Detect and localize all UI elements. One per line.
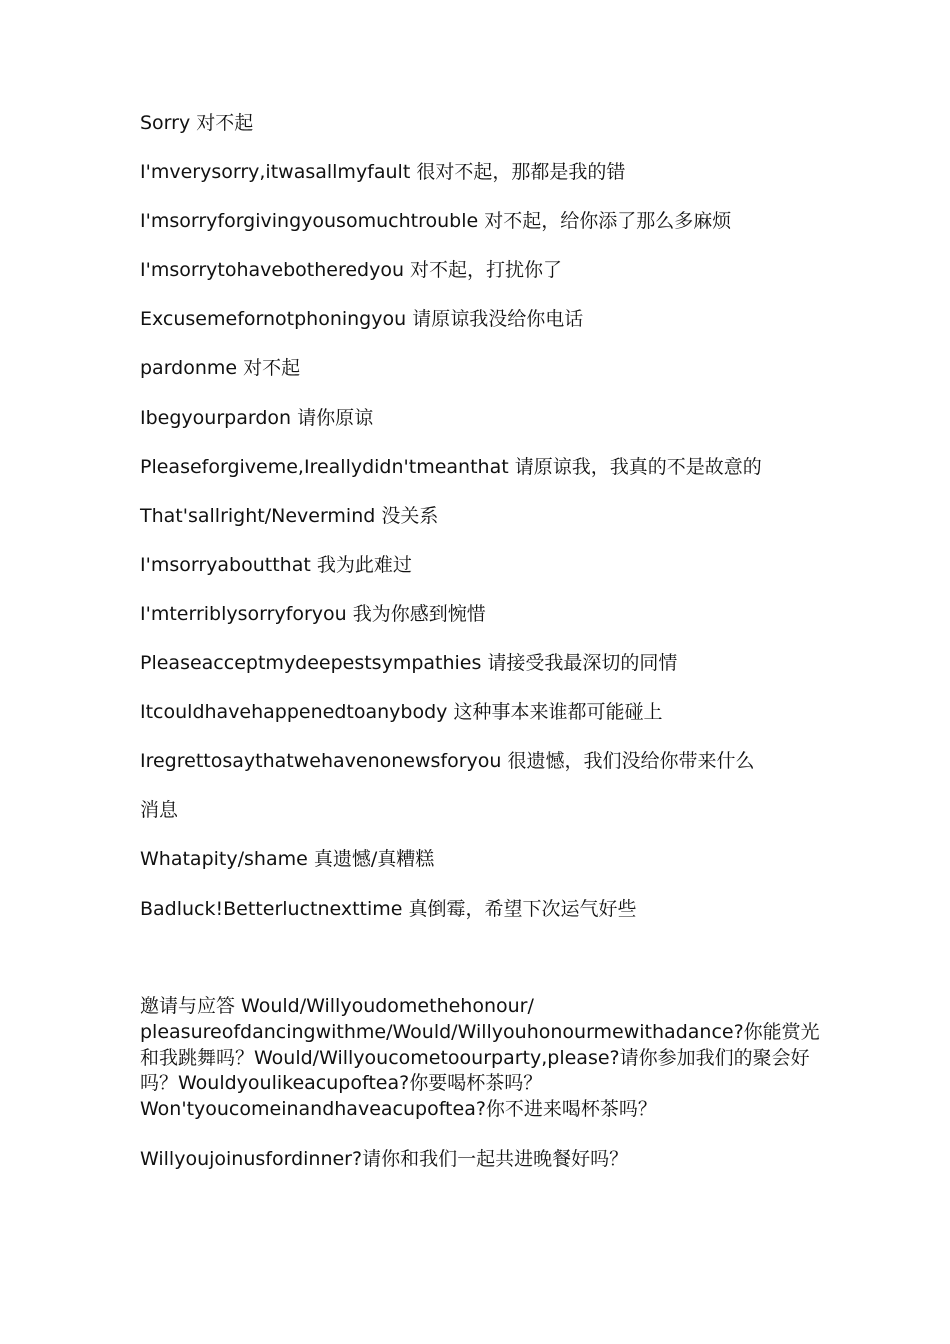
phrase-line: I'mverysorry,itwasallmyfault 很对不起，那都是我的错	[140, 161, 626, 184]
phrase-line: Badluck!Betterluctnexttime 真倒霉，希望下次运气好些	[140, 897, 637, 920]
phrase-line: I'msorrytohavebotheredyou 对不起，打扰你了	[140, 259, 563, 282]
phrase-line: Itcouldhavehappenedtoanybody 这种事本来谁都可能碰上	[140, 701, 663, 724]
phrase-list	[140, 110, 820, 945]
phrase-line: Pleaseforgiveme,Ireallydidn'tmeanthat 请原谅我，我真的不是故意的	[140, 455, 762, 478]
phrase-line: I'msorryforgivingyousomuchtrouble 对不起，给你添了那么多麻烦	[140, 210, 732, 233]
phrase-line: 消息	[140, 799, 179, 822]
phrase-line: I'msorryaboutthat 我为此难过	[140, 553, 412, 576]
phrase-line: Iregrettosaythatwehavenonewsforyou 很遗憾，我们没给你带来什么	[140, 750, 755, 773]
phrase-line: Sorry 对不起	[140, 112, 254, 134]
invitation-paragraph: 邀请与应答 Would/Willyoudomethehonour/ pleasureofdancingwithme/Would/Willyouhonourmewithadance?你能赏光和我跳舞吗？Would/Willyoucometoourparty,please?请你参加我们的聚会好吗？Wouldyoulikeacupoftea?你要喝杯茶吗？Won'tyoucomeinandhaveacupoftea?你不进来喝杯茶吗？	[140, 995, 820, 1121]
dinner-paragraph: Willyoujoinusfordinner?请你和我们一起共进晚餐好吗？	[140, 1148, 629, 1170]
phrase-line: Ibegyourpardon 请你原谅	[140, 406, 374, 429]
phrase-line: Whatapity/shame 真遗憾/真糟糕	[140, 848, 435, 871]
phrase-line: Excusemefornotphoningyou 请原谅我没给你电话	[140, 308, 584, 331]
phrase-line: Pleaseacceptmydeepestsympathies 请接受我最深切的同情	[140, 652, 678, 675]
phrase-line: pardonme 对不起	[140, 357, 301, 380]
phrase-line: I'mterriblysorryforyou 我为你感到惋惜	[140, 602, 486, 625]
phrase-line: That'sallright/Nevermind 没关系	[140, 504, 439, 527]
